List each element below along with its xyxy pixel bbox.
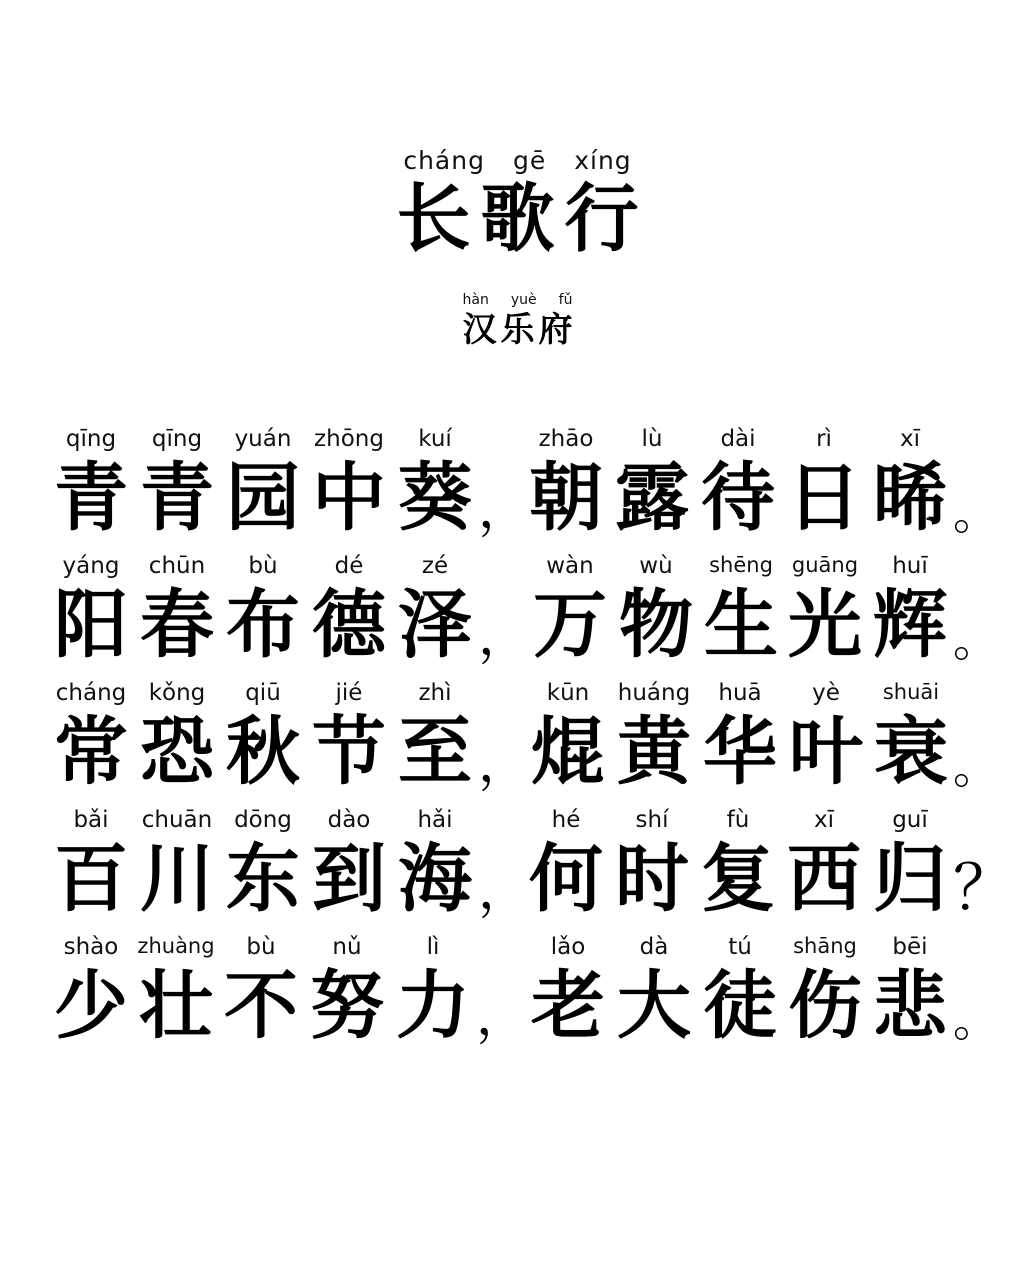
poem-char [609,808,695,921]
char-hanzi: 辉 [873,581,947,668]
char-pinyin: dōng [234,806,292,833]
char-hanzi: 何 [529,835,603,922]
char-hanzi: 至 [398,708,472,795]
char-hanzi: 壮 [139,962,213,1049]
char-pinyin: xī [899,426,920,453]
char-group [525,935,953,1048]
poem-body [0,427,1035,1047]
poem-char [48,681,134,794]
title-block [0,0,1035,262]
char-hanzi: 常 [54,708,128,795]
punctuation-comma: ， [478,479,531,540]
poem-char [781,427,867,540]
poem-char [783,935,867,1048]
poem-line [48,426,999,542]
char-hanzi: 徒 [703,962,777,1049]
poem-half-line [48,806,531,922]
char-group [48,808,478,921]
char-pinyin: zhì [418,679,452,706]
title-pinyin-syllable: cháng [403,146,485,175]
char-group [48,427,478,540]
poem-char [390,935,476,1048]
char-pinyin: guāng [791,552,859,577]
poem-char [695,427,781,540]
char-pinyin: nǔ [332,933,362,960]
char-pinyin: tú [728,933,752,960]
char-pinyin: shí [635,806,669,833]
poem-char [134,554,220,667]
char-hanzi: 节 [312,708,386,795]
punctuation-comma: ， [478,860,531,921]
char-hanzi: 伤 [788,962,862,1049]
poem-char [609,427,695,540]
char-pinyin: shēng [709,552,773,577]
char-hanzi: 春 [140,581,214,668]
char-pinyin: dài [720,426,756,453]
char-group [48,554,478,667]
char-pinyin: cháng [55,679,127,706]
poem-char [220,427,306,540]
poem-char [220,681,306,794]
poem-half-line [523,806,1016,924]
char-hanzi: 悲 [873,962,947,1049]
char-group [48,935,476,1048]
char-hanzi: 归 [873,835,947,922]
poem-half-line [48,933,529,1049]
author-pinyin-syllable: hàn [462,291,489,308]
char-hanzi: 叶 [789,708,863,795]
char-hanzi: 东 [226,835,300,922]
char-pinyin: qīng [151,426,203,453]
char-hanzi: 泽 [398,581,472,668]
char-pinyin: wàn [546,552,594,579]
char-group [48,681,478,794]
punctuation-period: 。 [953,612,999,667]
char-hanzi: 力 [396,962,470,1049]
poem-char [48,427,134,540]
poem-char [867,935,953,1048]
poem-char [867,554,953,667]
poem-char [218,935,304,1048]
poem-char [134,427,220,540]
char-hanzi: 恐 [140,708,214,795]
poem-char [697,935,783,1048]
poem-char [220,808,306,921]
punctuation-period: 。 [953,993,999,1048]
char-hanzi: 少 [54,962,128,1049]
char-pinyin: huā [718,679,762,706]
punctuation-comma: ， [478,606,531,667]
char-hanzi: 百 [54,835,128,922]
char-hanzi: 德 [312,581,386,668]
char-hanzi: 中 [312,455,386,542]
char-hanzi: 日 [787,455,861,542]
char-hanzi: 园 [226,455,300,542]
char-hanzi: 物 [619,581,693,668]
char-pinyin: bù [248,552,278,579]
poem-line [48,933,999,1049]
char-pinyin: zhōng [314,426,384,453]
char-hanzi: 待 [701,455,775,542]
poem-half-line [525,933,999,1049]
char-pinyin: lì [426,933,440,960]
poem-char [48,935,134,1048]
poem-char [613,554,699,667]
char-pinyin: jié [335,679,363,706]
char-hanzi: 海 [398,835,472,922]
char-pinyin: hé [551,806,581,833]
poem-half-line [523,426,999,542]
poem-char [134,681,220,794]
char-pinyin: bēi [892,933,928,960]
author-pinyin [0,293,1035,307]
char-pinyin: dào [327,806,371,833]
char-hanzi: 到 [312,835,386,922]
poem-char [306,427,392,540]
char-pinyin: fù [726,806,750,833]
poem-char [867,808,953,921]
poem-line [48,552,999,668]
poem-char [523,427,609,540]
char-pinyin: qiū [245,679,281,706]
poem-char [611,935,697,1048]
poem-char [869,681,953,794]
char-pinyin: chuān [141,806,213,833]
author-name: 汉乐府 [462,309,577,350]
char-pinyin: rì [816,426,832,453]
poem-char [699,554,783,667]
char-hanzi: 生 [704,581,778,668]
char-pinyin: hǎi [417,806,453,833]
char-pinyin: chūn [148,552,206,579]
char-hanzi: 不 [224,962,298,1049]
char-hanzi: 老 [531,962,605,1049]
poem-half-line [48,552,531,668]
poem-half-line [525,679,999,795]
author-block [0,293,1035,349]
char-pinyin: lǎo [550,933,586,960]
poem-char [392,554,478,667]
punctuation-period: 。 [953,739,999,794]
poem-line [48,806,1016,924]
char-hanzi: 葵 [398,455,472,542]
title-pinyin [0,148,1035,173]
char-hanzi: 时 [615,835,689,922]
char-hanzi: 川 [140,835,214,922]
char-hanzi: 秋 [226,708,300,795]
poem-char [220,554,306,667]
author-pinyin-syllable: yuè [510,291,537,308]
char-hanzi: 复 [701,835,775,922]
char-hanzi: 光 [788,581,862,668]
char-pinyin: lù [641,426,663,453]
punctuation-question: ？ [953,850,1016,924]
char-hanzi: 焜 [531,708,605,795]
poem-char [134,935,218,1048]
char-hanzi: 晞 [873,455,947,542]
poem-char [695,808,781,921]
char-pinyin: shào [63,933,119,960]
punctuation-comma: ， [478,733,531,794]
punctuation-comma: ， [476,987,529,1048]
poem-char [48,554,134,667]
poem-char [523,808,609,921]
char-pinyin: zhuàng [137,933,215,958]
poem-char [392,681,478,794]
char-pinyin: kūn [546,679,590,706]
page-title: 长歌行 [396,176,649,262]
poem-char [527,554,613,667]
poem-half-line [48,426,531,542]
poem-char [306,681,392,794]
char-group [525,681,953,794]
poem-half-line [527,552,999,668]
punctuation-period: 。 [953,485,999,540]
char-pinyin: yè [812,679,840,706]
poem-char [392,808,478,921]
poem-line [48,679,999,795]
char-pinyin: yuán [234,426,292,453]
poem-char [783,554,867,667]
char-pinyin: dé [334,552,364,579]
char-hanzi: 西 [787,835,861,922]
char-pinyin: guī [892,806,928,833]
poem-char [392,427,478,540]
poem-char [697,681,783,794]
char-pinyin: bǎi [73,806,109,833]
char-group [527,554,953,667]
char-hanzi: 露 [615,455,689,542]
char-pinyin: huáng [617,679,691,706]
char-hanzi: 青 [54,455,128,542]
char-pinyin: zhāo [538,426,594,453]
char-hanzi: 华 [703,708,777,795]
poem-char [525,935,611,1048]
char-pinyin: kǒng [148,679,206,706]
char-pinyin: bù [246,933,276,960]
char-hanzi: 万 [533,581,607,668]
char-pinyin: shuāi [882,679,940,704]
char-pinyin: xī [813,806,834,833]
char-hanzi: 黄 [617,708,691,795]
char-hanzi: 阳 [54,581,128,668]
author-pinyin-syllable: fǔ [558,291,573,308]
char-pinyin: huī [892,552,928,579]
poem-char [306,808,392,921]
title-pinyin-syllable: gē [512,146,547,175]
char-hanzi: 衰 [874,708,948,795]
char-hanzi: 努 [310,962,384,1049]
char-pinyin: zé [421,552,449,579]
char-hanzi: 青 [140,455,214,542]
poem-char [611,681,697,794]
char-pinyin: kuí [418,426,452,453]
title-pinyin-syllable: xíng [574,146,632,175]
char-pinyin: qīng [65,426,117,453]
poem-char [525,681,611,794]
char-hanzi: 朝 [529,455,603,542]
poem-char [306,554,392,667]
poem-char [781,808,867,921]
char-pinyin: yáng [62,552,120,579]
char-hanzi: 大 [617,962,691,1049]
char-group [523,427,953,540]
char-group [523,808,953,921]
poem-char [48,808,134,921]
char-pinyin: shāng [793,933,857,958]
char-hanzi: 布 [226,581,300,668]
char-pinyin: dà [639,933,669,960]
poem-char [783,681,869,794]
poem-half-line [48,679,531,795]
poem-char [867,427,953,540]
poem-char [134,808,220,921]
poem-char [304,935,390,1048]
char-pinyin: wù [639,552,673,579]
